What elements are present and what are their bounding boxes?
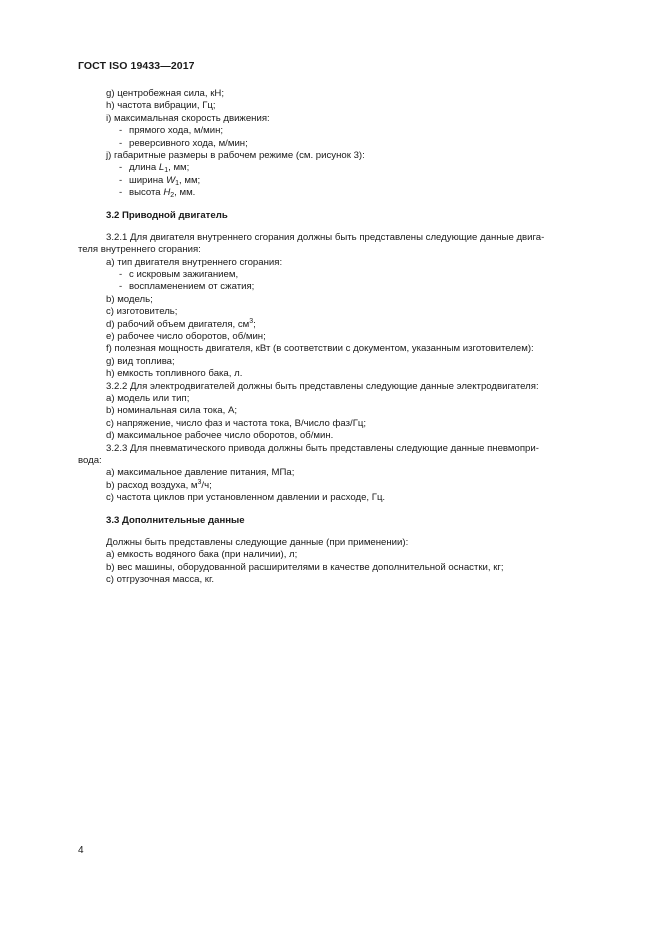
electric-item-b: b) номинальная сила тока, А; xyxy=(106,405,238,417)
sub-item-length: - длина $L_1$, мм; xyxy=(119,162,190,175)
list-item-d: d) рабочий объем двигателя, $см^3$; xyxy=(106,317,256,330)
document-body xyxy=(78,88,590,586)
paragraph-3-2-2: 3.2.2 Для электродвигателей должны быть представлены следующие данные электродвигателя: xyxy=(106,380,539,392)
paragraph-3-2-3-line1: 3.2.3 Для пневматического привода должны быть представлены следующие данные пневмопри- xyxy=(106,442,539,454)
list-item-g2: g) вид топлива; xyxy=(106,355,175,367)
list-item-e: e) рабочее число оборотов, об/мин; xyxy=(106,331,266,343)
paragraph-3-2-3-line2: вода: xyxy=(78,454,102,466)
sub-item-reverse: - реверсивного хода, м/мин; xyxy=(119,137,248,149)
sub-item-width: - ширина $W_1$, мм; xyxy=(119,174,201,187)
paragraph-3-2-1-line1: 3.2.1 Для двигателя внутреннего сгорания должны быть представлены следующие данные двига- xyxy=(106,231,545,243)
list-item-h: h) частота вибрации, Гц; xyxy=(106,100,216,112)
additional-item-b: b) вес машины, оборудованной расширителями в качестве дополнительной оснастки, кг; xyxy=(106,561,504,573)
sub-item-spark: - с искровым зажиганием, xyxy=(119,269,239,281)
sub-item-compression: - воспламенением от сжатия; xyxy=(119,281,255,293)
list-item-g: g) центробежная сила, кН; xyxy=(106,88,225,99)
sub-item-height: - высота $H_2$, мм. xyxy=(119,187,196,200)
list-item-j: j) габаритные размеры в рабочем режиме (см. рисунок 3): xyxy=(106,149,365,161)
additional-item-a: a) емкость водяного бака (при наличии), л; xyxy=(106,549,298,561)
additional-item-c: c) отгрузочная масса, кг. xyxy=(106,574,214,586)
list-item-i: i) максимальная скорость движения: xyxy=(106,112,270,124)
list-item-c: c) изготовитель; xyxy=(106,306,178,318)
section-heading-3-3: 3.3 Дополнительные данные xyxy=(106,514,245,526)
list-item-b: b) модель; xyxy=(106,293,153,305)
document-header: ГОСТ ISO 19433—2017 xyxy=(78,60,195,72)
pneumatic-item-a: a) максимальное давление питания, МПа; xyxy=(106,467,295,479)
pneumatic-item-b: b) расход воздуха, $м^3/ч$; xyxy=(106,478,212,491)
electric-item-c: c) напряжение, число фаз и частота тока, В/число фаз/Гц; xyxy=(106,417,367,429)
list-item-f: f) полезная мощность двигателя, кВт (в соответствии с документом, указанным изготовителем): xyxy=(106,343,534,355)
section-heading-3-2: 3.2 Приводной двигатель xyxy=(106,209,228,221)
list-item-a: a) тип двигателя внутреннего сгорания: xyxy=(106,256,283,268)
list-item-h2: h) емкость топливного бака, л. xyxy=(106,368,243,380)
sub-item-forward: - прямого хода, м/мин; xyxy=(119,125,224,137)
paragraph-3-3-intro: Должны быть представлены следующие данные (при применении): xyxy=(106,536,409,548)
paragraph-3-2-1-line2: теля внутреннего сгорания: xyxy=(78,244,201,256)
electric-item-d: d) максимальное рабочее число оборотов, об/мин. xyxy=(106,430,334,442)
electric-item-a: a) модель или тип; xyxy=(106,392,190,404)
pneumatic-item-c: c) частота циклов при установленном давлении и расходе, Гц. xyxy=(106,492,386,504)
page-number: 4 xyxy=(78,845,84,856)
